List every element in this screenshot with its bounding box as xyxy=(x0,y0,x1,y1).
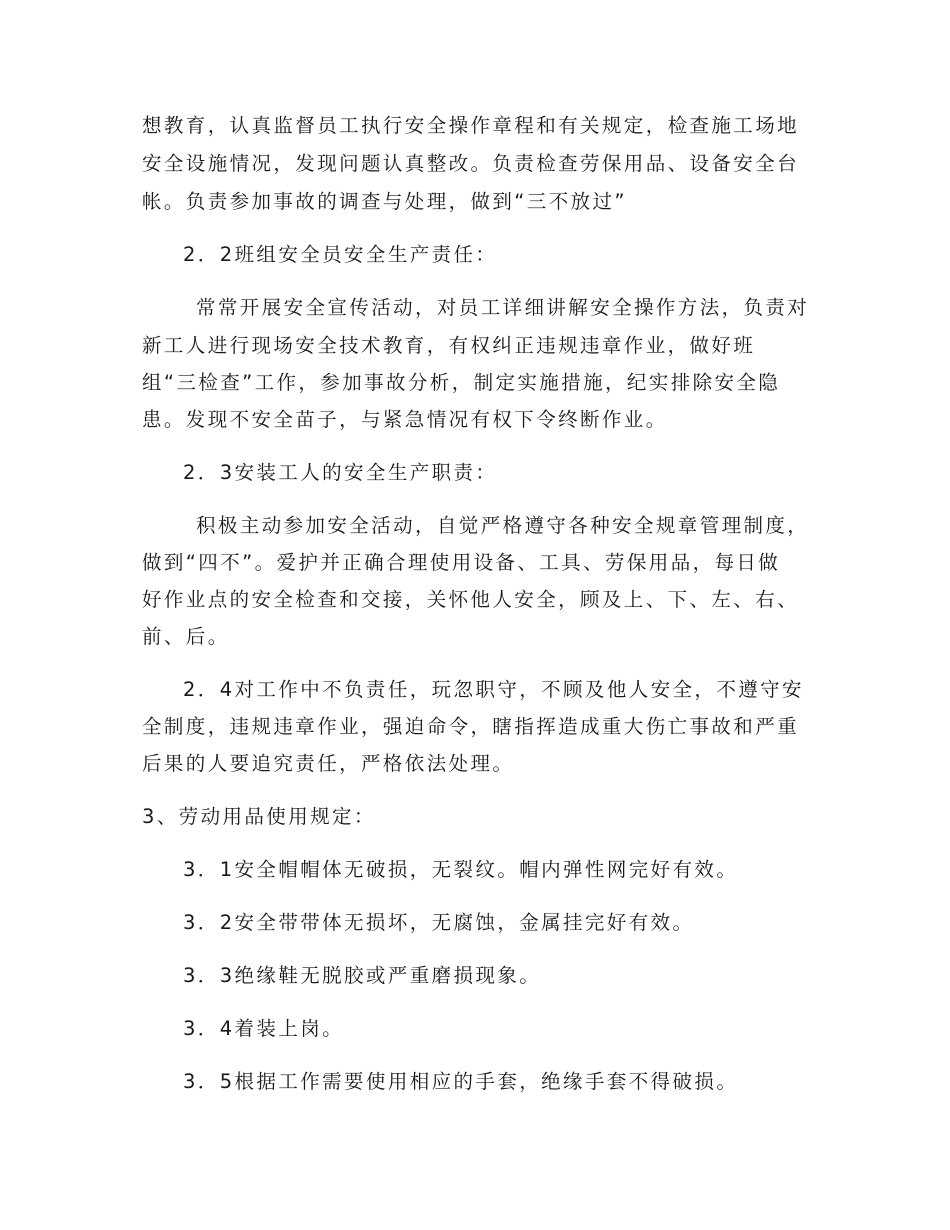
paragraph-line: 安全设施情况，发现问题认真整改。负责检查劳保用品、设备安全台 xyxy=(142,152,800,175)
paragraph-line: 想教育，认真监督员工执行安全操作章程和有关规定，检查施工场地 xyxy=(142,114,800,137)
list-item: 3．3绝缘鞋无脱胶或严重磨损现象。 xyxy=(183,964,542,987)
paragraph-line: 后果的人要追究责任，严格依法处理。 xyxy=(142,752,515,775)
paragraph-line: 前、后。 xyxy=(142,625,230,648)
paragraph-line: 新工人进行现场安全技术教育，有权纠正违规违章作业，做好班 xyxy=(142,334,756,357)
paragraph-line: 积极主动参加安全活动，自觉严格遵守各种安全规章管理制度， xyxy=(196,514,810,537)
paragraph-line: 帐。负责参加事故的调查与处理，做到“三不放过” xyxy=(142,190,627,213)
paragraph-line: 患。发现不安全苗子，与紧急情况有权下令终断作业。 xyxy=(142,408,668,431)
paragraph-line: 做到“四不”。爱护并正确合理使用设备、工具、劳保用品，每日做 xyxy=(142,551,781,574)
paragraph-line: 好作业点的安全检查和交接，关怀他人安全，顾及上、下、左、右、 xyxy=(142,588,800,611)
paragraph-line: 组“三检查”工作，参加事故分析，制定实施措施，纪实排除安全隐 xyxy=(142,371,781,394)
paragraph-line: 常常开展安全宣传活动，对员工详细讲解安全操作方法，负责对 xyxy=(196,296,810,319)
paragraph-line: 全制度，违规违章作业，强迫命令，瞎指挥造成重大伤亡事故和严重 xyxy=(142,715,800,738)
paragraph-line: 2．4对工作中不负责任，玩忽职守，不顾及他人安全，不遵守安 xyxy=(183,678,804,701)
list-item: 3．4着装上岗。 xyxy=(183,1017,345,1040)
list-item: 3．2安全带带体无损坏，无腐蚀，金属挂完好有效。 xyxy=(183,911,695,934)
section-heading: 3、劳动用品使用规定： xyxy=(142,805,376,828)
list-item: 3．1安全帽帽体无破损，无裂纹。帽内弹性网完好有效。 xyxy=(183,858,739,881)
section-heading: 2．3安装工人的安全生产职责： xyxy=(183,461,498,484)
section-heading: 2．2班组安全员安全生产责任： xyxy=(183,243,498,266)
list-item: 3．5根据工作需要使用相应的手套，绝缘手套不得破损。 xyxy=(183,1070,739,1093)
